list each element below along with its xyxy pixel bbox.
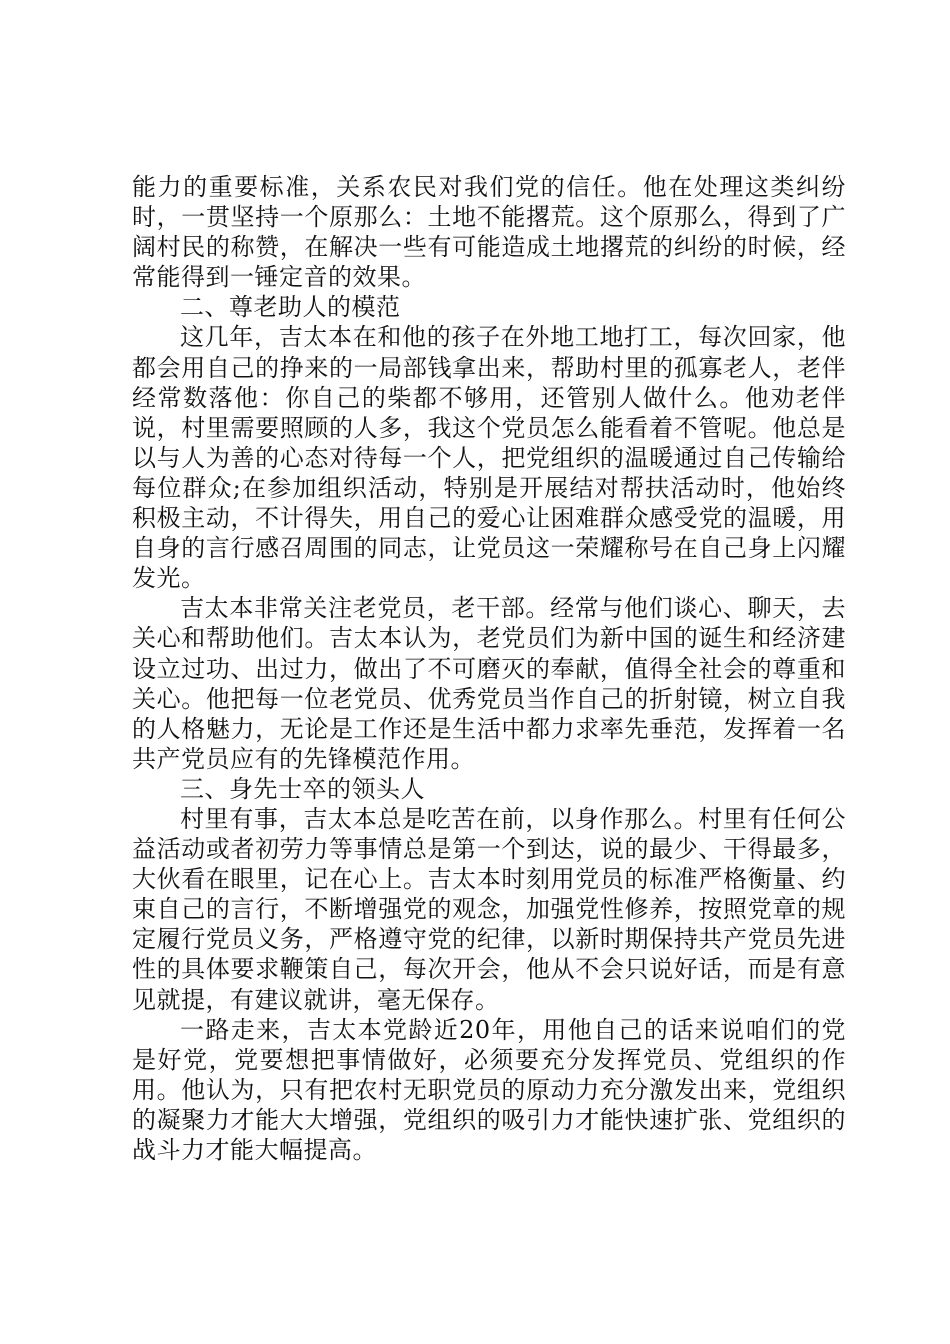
paragraph: 一路走来，吉太本党龄近20年，用他自己的话来说咱们的党是好党，党要想把事情做好，必须要充分发挥党员、党组织的作用。他认为，只有把农村无职党员的原动力充分激发出来，党组织的凝聚力才能大大增强，党组织的吸引力才能快速扩张、党组织的战斗力才能大幅提高。: [132, 1015, 846, 1164]
section-heading-3: 三、身先士卒的领头人: [180, 774, 425, 803]
section-heading-2: 二、尊老助人的模范: [180, 293, 401, 322]
paragraph: 这几年，吉太本在和他的孩子在外地工地打工，每次回家，他都会用自己的挣来的一局部钱拿出来，帮助村里的孤寡老人，老伴经常数落他：你自己的柴都不够用，还管别人做什么。他劝老伴说，村里需要照顾的人多，我这个党员怎么能看着不管呢。他总是以与人为善的心态对待每一个人，把党组织的温暖通过自己传输给每位群众;在参加组织活动，特别是开展结对帮扶活动时，他始终积极主动，不计得失，用自己的爱心让困难群众感受党的温暖，用自身的言行感召周围的同志，让党员这一荣耀称号在自己身上闪耀发光。: [132, 323, 846, 593]
paragraph: 村里有事，吉太本总是吃苦在前，以身作那么。村里有任何公益活动或者初劳力等事情总是第一个到达，说的最少、干得最多，大伙看在眼里，记在心上。吉太本时刻用党员的标准严格衡量、约束自己的言行，不断增强党的观念，加强党性修养，按照党章的规定履行党员义务，严格遵守党的纪律，以新时期保持共产党员先进性的具体要求鞭策自己，每次开会，他从不会只说好话，而是有意见就提，有建议就讲，毫无保存。: [132, 804, 846, 1014]
document-page: [132, 172, 846, 1165]
paragraph-continued: 能力的重要标准，关系农民对我们党的信任。他在处理这类纠纷时，一贯坚持一个原那么：土地不能撂荒。这个原那么，得到了广阔村民的称赞，在解决一些有可能造成土地撂荒的纠纷的时候，经常能得到一锤定音的效果。: [132, 173, 846, 292]
paragraph: 吉太本非常关注老党员，老干部。经常与他们谈心、聊天，去关心和帮助他们。吉太本认为，老党员们为新中国的诞生和经济建设立过功、出过力，做出了不可磨灭的奉献，值得全社会的尊重和关心。他把每一位老党员、优秀党员当作自己的折射镜，树立自我的人格魅力，无论是工作还是生活中都力求率先垂范，发挥着一名共产党员应有的先锋模范作用。: [132, 594, 846, 773]
